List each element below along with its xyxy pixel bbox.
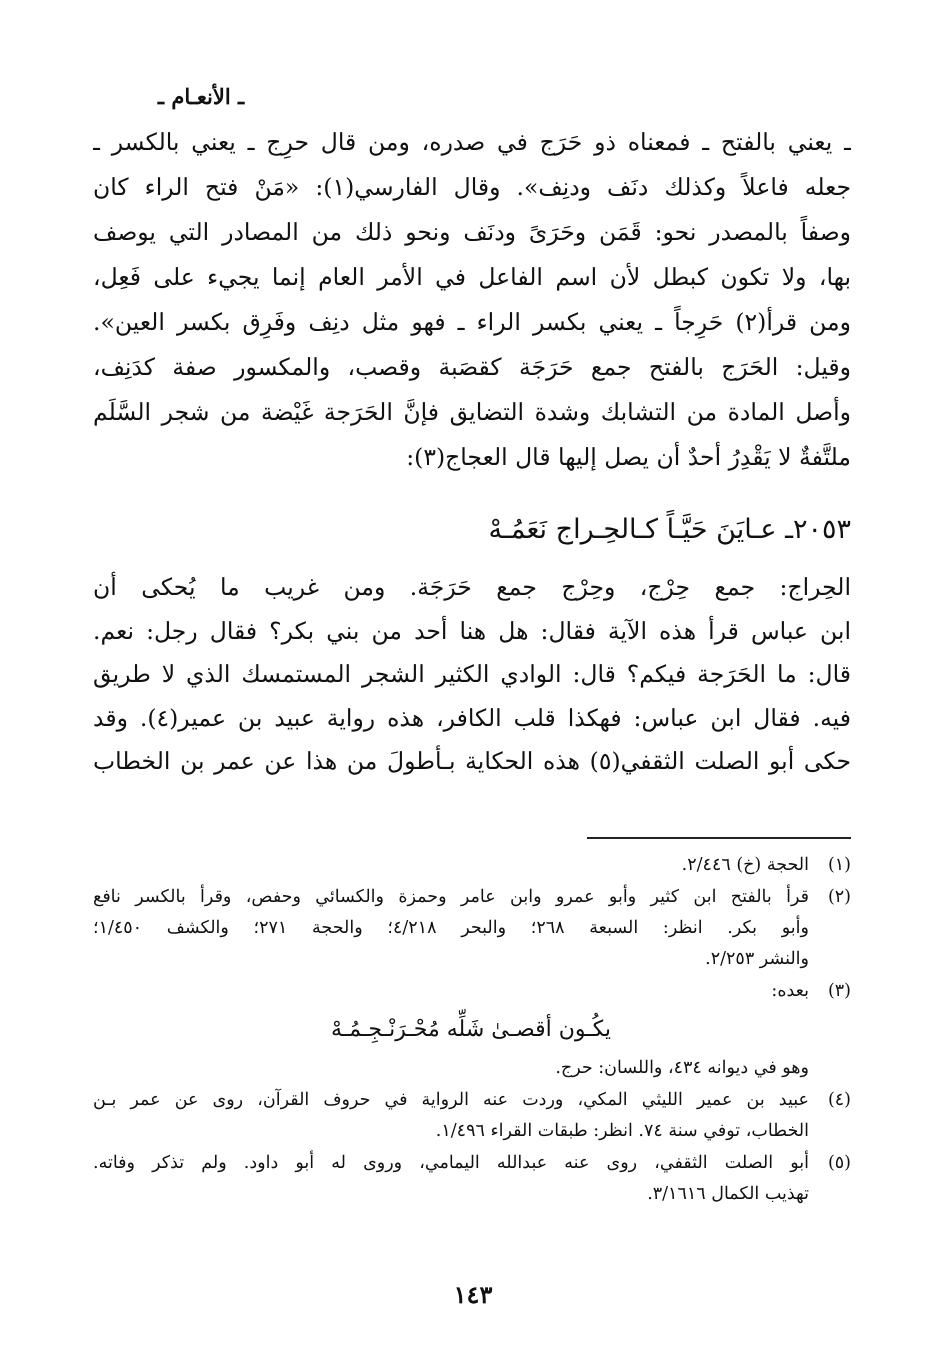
footnote-line: أبو الصلت الثقفي، روى عنه عبدالله اليمامي، وروى له أبو داود. ولم تذكر وفاته. [93,1153,809,1173]
footnote-line: وأبو بكر. انظر: السبعة ٢٦٨؛ والبحر ٤/٢١٨؛ والحجة ٢٧١؛ والكشف ١/٤٥٠؛ [93,918,809,938]
text-line: حكى أبو الصلت الثقفي(٥) هذه الحكاية بـأطولَ من هذا عن عمر بن الخطاب [93,747,851,775]
text-line: فيه. فقال ابن عباس: فهكذا قلب الكافر، هذه رواية عبيد بن عمير(٤). وقد [93,703,851,732]
footnote-line: وهو في ديوانه ٤٣٤، واللسان: حرج. [555,1058,809,1078]
footnote-poem-verse: يكُـون أقصـىٰ شَلِّه مُحْـرَنْـجِـمُـهْ [331,1017,611,1042]
footnote-3 [93,976,851,1084]
footnotes [93,850,851,1211]
footnote-1 [93,850,851,881]
text-line: وصفاً بالمصدر نحو: قَمَن وحَرَىً ودنَف ونحو ذلك من المصادر التي يوصف [93,218,851,246]
text-line: وأصل المادة من التشابك وشدة التضايق فإنَّ الحَرَجة غَيْضة من شجر السَّلَم [93,398,851,426]
running-header: ـ الأنعـام ـ [157,84,245,109]
footnote-line: تهذيب الكمال ٣/١٦١٦. [647,1184,809,1204]
footnote-5 [93,1148,851,1210]
footnote-2 [93,882,851,975]
text-line: جعله فاعلاً وكذلك دنَف ودنِف». وقال الفارسي(١): «مَنْ فتح الراء كان [93,173,851,201]
text-line: ابن عباس قرأ هذه الآية فقال: هل هنا أحد من بني بكر؟ فقال رجل: نعم. [93,616,851,645]
text-line: وقيل: الحَرَج بالفتح جمع حَرَجَة كقصَبة وقصب، والمكسور صفة كدَنِف، [93,353,851,381]
main-paragraph-2 [93,566,851,784]
footnote-number: (٢) [827,887,851,907]
footnote-number: (٥) [827,1153,851,1173]
text-line: الحِراج: جمع حِرْج، وحِرْج جمع حَرَجَة. ومن غريب ما يُحكى أن [93,573,851,601]
footnote-line: عبيد بن عمير الليثي المكي، وردت عنه الرواية في حروف القرآن، روى عن عمر بـن [93,1090,809,1110]
footnote-number: (٣) [827,981,851,1001]
footnote-separator [587,837,851,839]
footnote-number: (١) [827,855,851,875]
footnote-number: (٤) [827,1090,851,1110]
text-line: ومن قرأ(٢) حَرِجاً ـ يعني بكسر الراء ـ فهو مثل دنِف وفَرِق بكسر العين». [93,308,851,336]
page-number: ١٤٣ [453,1280,493,1309]
footnote-4 [93,1085,851,1147]
footnote-line: والنشر ٢/٢٥٣. [705,949,809,969]
text-line: ـ يعني بالفتح ـ فمعناه ذو حَرَج في صدره، ومن قال حرِج ـ يعني بالكسر ـ [93,128,851,156]
footnote-line: بعده: [771,981,809,1001]
footnote-line: قرأ بالفتح ابن كثير وأبو عمرو وابن عامر وحمزة والكسائي وحفص، وقرأ بالكسر نافع [93,887,809,907]
footnote-line: الخطاب، توفي سنة ٧٤. انظر: طبقات القراء ١/٤٩٦. [435,1121,809,1141]
main-paragraph-1 [93,120,851,480]
footnote-line: الحجة (خ) ٢/٤٤٦. [681,855,809,875]
text-line: قال: ما الحَرَجة فيكم؟ قال: الوادي الكثير الشجر المستمسك الذي لا طريق [93,660,851,688]
text-line: ملتَّفةٌ لا يَقْدِرُ أحدٌ أن يصل إليها قال العجاج(٣): [406,443,851,471]
poetry-verse: ٢٠٥٣ـ عـايَنَ حَيَّـاً كـالحِـراج نَعَمُـهْ [488,514,851,545]
text-line: بها، ولا تكون كبطل لأن اسم الفاعل في الأمر العام إنما يجيء على فَعِل، [93,263,851,291]
